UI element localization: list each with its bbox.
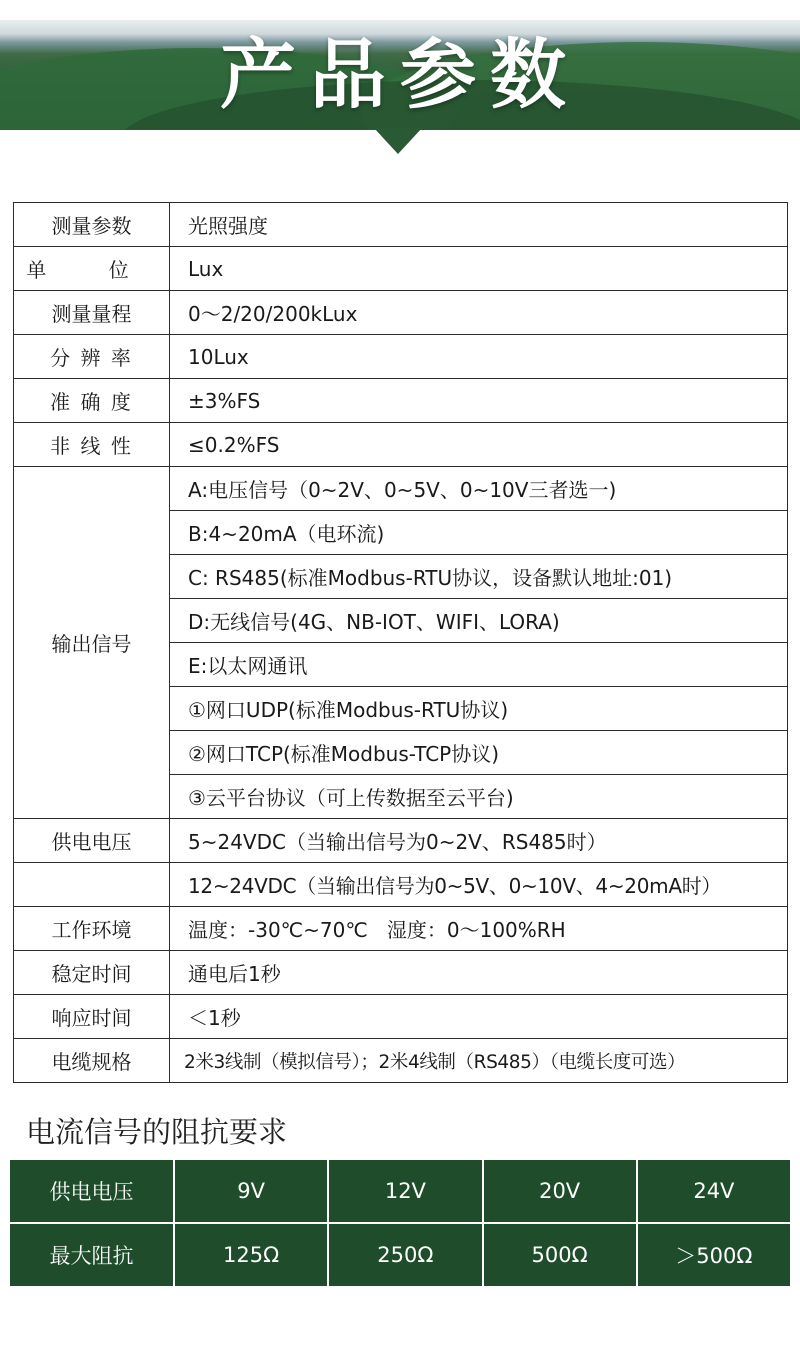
- spec-row: [14, 1039, 788, 1083]
- spec-row-output: [14, 467, 788, 511]
- spec-label: 分 辨 率: [14, 335, 170, 379]
- spec-value: ≤0.2%FS: [170, 423, 788, 467]
- impedance-row-resistance: [9, 1223, 791, 1287]
- voltage-cell: 12V: [328, 1159, 482, 1223]
- spec-label: 电缆规格: [14, 1039, 170, 1083]
- spec-row: [14, 379, 788, 423]
- power-label-empty: [14, 863, 170, 907]
- spec-row: [14, 335, 788, 379]
- output-item: ②网口TCP(标准Modbus-TCP协议): [170, 731, 788, 775]
- spec-row-power: [14, 863, 788, 907]
- output-item: A:电压信号（0~2V、0~5V、0~10V三者选一): [170, 467, 788, 511]
- banner-pointer-icon: [374, 128, 422, 154]
- spec-row: [14, 951, 788, 995]
- resistance-cell: 500Ω: [483, 1223, 637, 1287]
- spec-value: 2米3线制（模拟信号）；2米4线制（RS485）（电缆长度可选）: [170, 1039, 788, 1083]
- spec-value: 通电后1秒: [170, 951, 788, 995]
- impedance-table: [8, 1158, 792, 1288]
- spec-label: 单 位: [14, 247, 170, 291]
- spec-value: 光照强度: [170, 203, 788, 247]
- spec-row-power: [14, 819, 788, 863]
- spec-value: ±3%FS: [170, 379, 788, 423]
- output-item: ①网口UDP(标准Modbus-RTU协议): [170, 687, 788, 731]
- spec-row: [14, 247, 788, 291]
- voltage-cell: 24V: [637, 1159, 791, 1223]
- output-item: C: RS485(标准Modbus-RTU协议，设备默认地址:01): [170, 555, 788, 599]
- output-item: ③云平台协议（可上传数据至云平台): [170, 775, 788, 819]
- resistance-cell: ＞500Ω: [637, 1223, 791, 1287]
- spec-value: 0～2/20/200kLux: [170, 291, 788, 335]
- output-item: D:无线信号(4G、NB-IOT、WIFI、LORA): [170, 599, 788, 643]
- power-label: 供电电压: [14, 819, 170, 863]
- voltage-cell: 9V: [174, 1159, 328, 1223]
- spec-table: [13, 202, 788, 1083]
- spec-label: 稳定时间: [14, 951, 170, 995]
- voltage-cell: 20V: [483, 1159, 637, 1223]
- spec-value: ＜1秒: [170, 995, 788, 1039]
- resistance-cell: 125Ω: [174, 1223, 328, 1287]
- spec-label: 测量参数: [14, 203, 170, 247]
- output-item: B:4~20mA（电环流): [170, 511, 788, 555]
- spec-label: 测量量程: [14, 291, 170, 335]
- spec-label: 非 线 性: [14, 423, 170, 467]
- spec-label: 工作环境: [14, 907, 170, 951]
- spec-row: [14, 995, 788, 1039]
- resistance-header: 最大阻抗: [9, 1223, 174, 1287]
- spec-value: Lux: [170, 247, 788, 291]
- voltage-header: 供电电压: [9, 1159, 174, 1223]
- output-item: E:以太网通讯: [170, 643, 788, 687]
- spec-value: 10Lux: [170, 335, 788, 379]
- power-value: 12~24VDC（当输出信号为0~5V、0~10V、4~20mA时）: [170, 863, 788, 907]
- power-value: 5~24VDC（当输出信号为0~2V、RS485时）: [170, 819, 788, 863]
- resistance-cell: 250Ω: [328, 1223, 482, 1287]
- impedance-section-title: 电流信号的阻抗要求: [26, 1115, 288, 1149]
- spec-row: [14, 907, 788, 951]
- impedance-row-voltage: [9, 1159, 791, 1223]
- spec-label: 准 确 度: [14, 379, 170, 423]
- output-label: 输出信号: [14, 467, 170, 819]
- page-title: 产品参数: [220, 30, 580, 119]
- spec-label: 响应时间: [14, 995, 170, 1039]
- spec-row: [14, 423, 788, 467]
- spec-row: [14, 203, 788, 247]
- spec-value: 温度：-30℃~70℃ 湿度：0～100%RH: [170, 907, 788, 951]
- spec-row: [14, 291, 788, 335]
- header-banner: [0, 20, 800, 130]
